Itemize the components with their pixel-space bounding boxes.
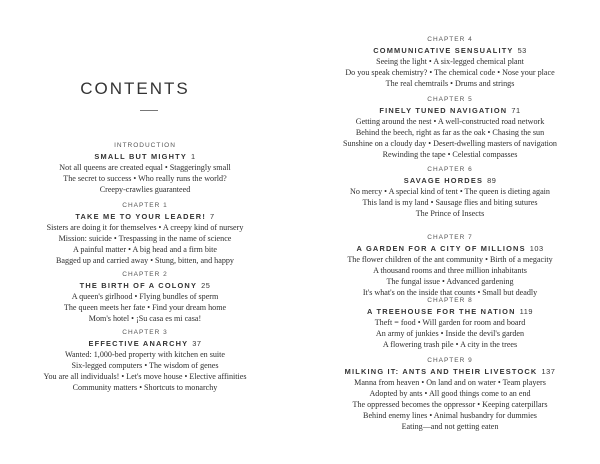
toc-entry-line: Wanted: 1,000-bed property with kitchen en suite xyxy=(64,350,226,359)
toc-entry-line: Bagged up and carried away • Stung, bitten, and happy xyxy=(56,255,234,265)
chapter-label: CHAPTER 9 xyxy=(427,357,473,364)
chapter-heading[interactable] xyxy=(300,306,600,318)
chapter-label: CHAPTER 6 xyxy=(427,166,473,173)
toc-entry-line: The queen meets her fate • Find your dream home xyxy=(63,302,227,312)
toc-entry-line: Creepy-crawlies guaranteed xyxy=(99,184,191,194)
toc-section xyxy=(300,95,600,161)
page-number: 119 xyxy=(519,307,533,316)
toc-entry-line: A painful matter • A big head and a firm bite xyxy=(73,244,217,254)
chapter-heading[interactable] xyxy=(15,151,275,163)
chapter-heading[interactable] xyxy=(300,105,600,117)
page-number: 7 xyxy=(210,212,215,221)
toc-entry-line: Adopted by ants • All good things come to an end xyxy=(369,388,531,398)
page-number: 25 xyxy=(201,281,211,290)
chapter-title: COMMUNICATIVE SENSUALITY xyxy=(373,46,514,55)
toc-entry-line: The oppressed becomes the oppressor • Keeping caterpillars xyxy=(352,399,548,409)
chapter-title: A GARDEN FOR A CITY OF MILLIONS xyxy=(356,244,526,253)
chapter-title: MILKING IT: ANTS AND THEIR LIVESTOCK xyxy=(344,367,538,376)
page-number: 71 xyxy=(511,106,521,115)
chapter-title: TAKE ME TO YOUR LEADER! xyxy=(75,212,207,221)
title-divider xyxy=(140,110,158,111)
toc-entry-line: Not all queens are created equal • Staggeringly small xyxy=(59,163,231,172)
toc-entry-line: The secret to success • Who really runs the world? xyxy=(63,173,227,183)
right-page xyxy=(300,0,600,464)
toc-entry-line: Rewinding the tape • Celestial compasses xyxy=(382,149,518,159)
toc-entry-line: A queen's girlhood • Flying bundles of sperm xyxy=(71,292,219,301)
toc-entry-line: Community matters • Shortcuts to monarchy xyxy=(72,382,218,392)
chapter-heading[interactable] xyxy=(300,45,600,57)
chapter-title: EFFECTIVE ANARCHY xyxy=(88,339,189,348)
toc-entry-line: The Prince of Insects xyxy=(415,208,485,218)
toc-section xyxy=(15,270,275,325)
chapter-label: INTRODUCTION xyxy=(114,142,176,149)
toc-entry-line: Sisters are doing it for themselves • A creepy kind of nursery xyxy=(46,223,244,232)
chapter-heading[interactable] xyxy=(15,280,275,292)
chapter-label: CHAPTER 7 xyxy=(427,234,473,241)
page-number: 103 xyxy=(529,244,544,253)
chapter-label: CHAPTER 8 xyxy=(427,297,473,304)
toc-entry-line: Mom's hotel • ¡Su casa es mi casa! xyxy=(88,313,202,323)
toc-entry-line: A flowering trash pile • A city in the trees xyxy=(382,339,518,349)
chapter-heading[interactable] xyxy=(300,366,600,378)
toc-section xyxy=(300,233,600,299)
chapter-title: FINELY TUNED NAVIGATION xyxy=(379,106,508,115)
toc-section xyxy=(300,165,600,220)
chapter-title: A TREEHOUSE FOR THE NATION xyxy=(367,307,516,316)
chapter-label: CHAPTER 2 xyxy=(122,271,168,278)
toc-entry-line: Getting around the nest • A well-constructed road network xyxy=(355,117,545,126)
page-number: 1 xyxy=(190,152,196,161)
page-number: 137 xyxy=(541,367,556,376)
chapter-label: CHAPTER 4 xyxy=(427,36,473,43)
toc-entry-line: A thousand rooms and three million inhabitants xyxy=(373,265,527,275)
chapter-title: SMALL BUT MIGHTY xyxy=(94,152,187,161)
contents-title: CONTENTS xyxy=(80,79,190,98)
toc-entry-line: You are all individuals! • Let's move house • Elective affinities xyxy=(43,371,247,381)
toc-entry-line: Six-legged computers • The wisdom of genes xyxy=(71,360,219,370)
toc-section xyxy=(15,328,275,394)
page-number: 89 xyxy=(487,176,497,185)
toc-entry-line: Mission: suicide • Trespassing in the name of science xyxy=(58,233,232,243)
toc-entry-line: The flower children of the ant community • Birth of a megacity xyxy=(347,255,553,264)
toc-entry-line: The real chemtrails • Drums and strings xyxy=(385,78,515,88)
toc-entry-line: No mercy • A special kind of tent • The queen is dieting again xyxy=(350,187,550,196)
chapter-title: SAVAGE HORDES xyxy=(403,176,484,185)
chapter-heading[interactable] xyxy=(15,211,275,223)
chapter-label: CHAPTER 3 xyxy=(122,329,168,336)
toc-section xyxy=(15,141,275,196)
toc-entry-line: Theft = food • Will garden for room and board xyxy=(374,318,526,327)
toc-entry-line: The fungal issue • Advanced gardening xyxy=(386,276,514,286)
toc-section xyxy=(300,356,600,433)
chapter-label: CHAPTER 5 xyxy=(427,96,473,103)
toc-entry-line: An army of junkies • Inside the devil's garden xyxy=(375,328,525,338)
chapter-heading[interactable] xyxy=(15,338,275,350)
toc-entry-line: Eating—and not getting eaten xyxy=(401,421,499,431)
page-number: 37 xyxy=(192,339,202,348)
chapter-label: CHAPTER 1 xyxy=(122,202,168,209)
chapter-heading[interactable] xyxy=(300,175,600,187)
toc-entry-line: Behind the beech, right as far as the oak • Chasing the sun xyxy=(355,127,545,137)
toc-entry-line: Do you speak chemistry? • The chemical code • Nose your place xyxy=(345,67,555,77)
toc-entry-line: Manna from heaven • On land and on water • Team players xyxy=(354,378,546,387)
toc-entry-line: Sunshine on a cloudy day • Desert-dwelling masters of navigation xyxy=(343,138,557,148)
toc-entry-line: Seeing the light • A six-legged chemical plant xyxy=(376,57,524,66)
chapter-title: THE BIRTH OF A COLONY xyxy=(79,281,198,290)
toc-section xyxy=(300,296,600,351)
toc-section xyxy=(300,35,600,90)
toc-section xyxy=(15,201,275,267)
page-number: 53 xyxy=(517,46,527,55)
toc-entry-line: This land is my land • Sausage flies and biting sutures xyxy=(362,197,538,207)
chapter-heading[interactable] xyxy=(300,243,600,255)
toc-entry-line: Behind enemy lines • Animal husbandry for dummies xyxy=(363,410,537,420)
toc-entry-line: It's what's on the inside that counts • Small but deadly xyxy=(362,287,538,297)
